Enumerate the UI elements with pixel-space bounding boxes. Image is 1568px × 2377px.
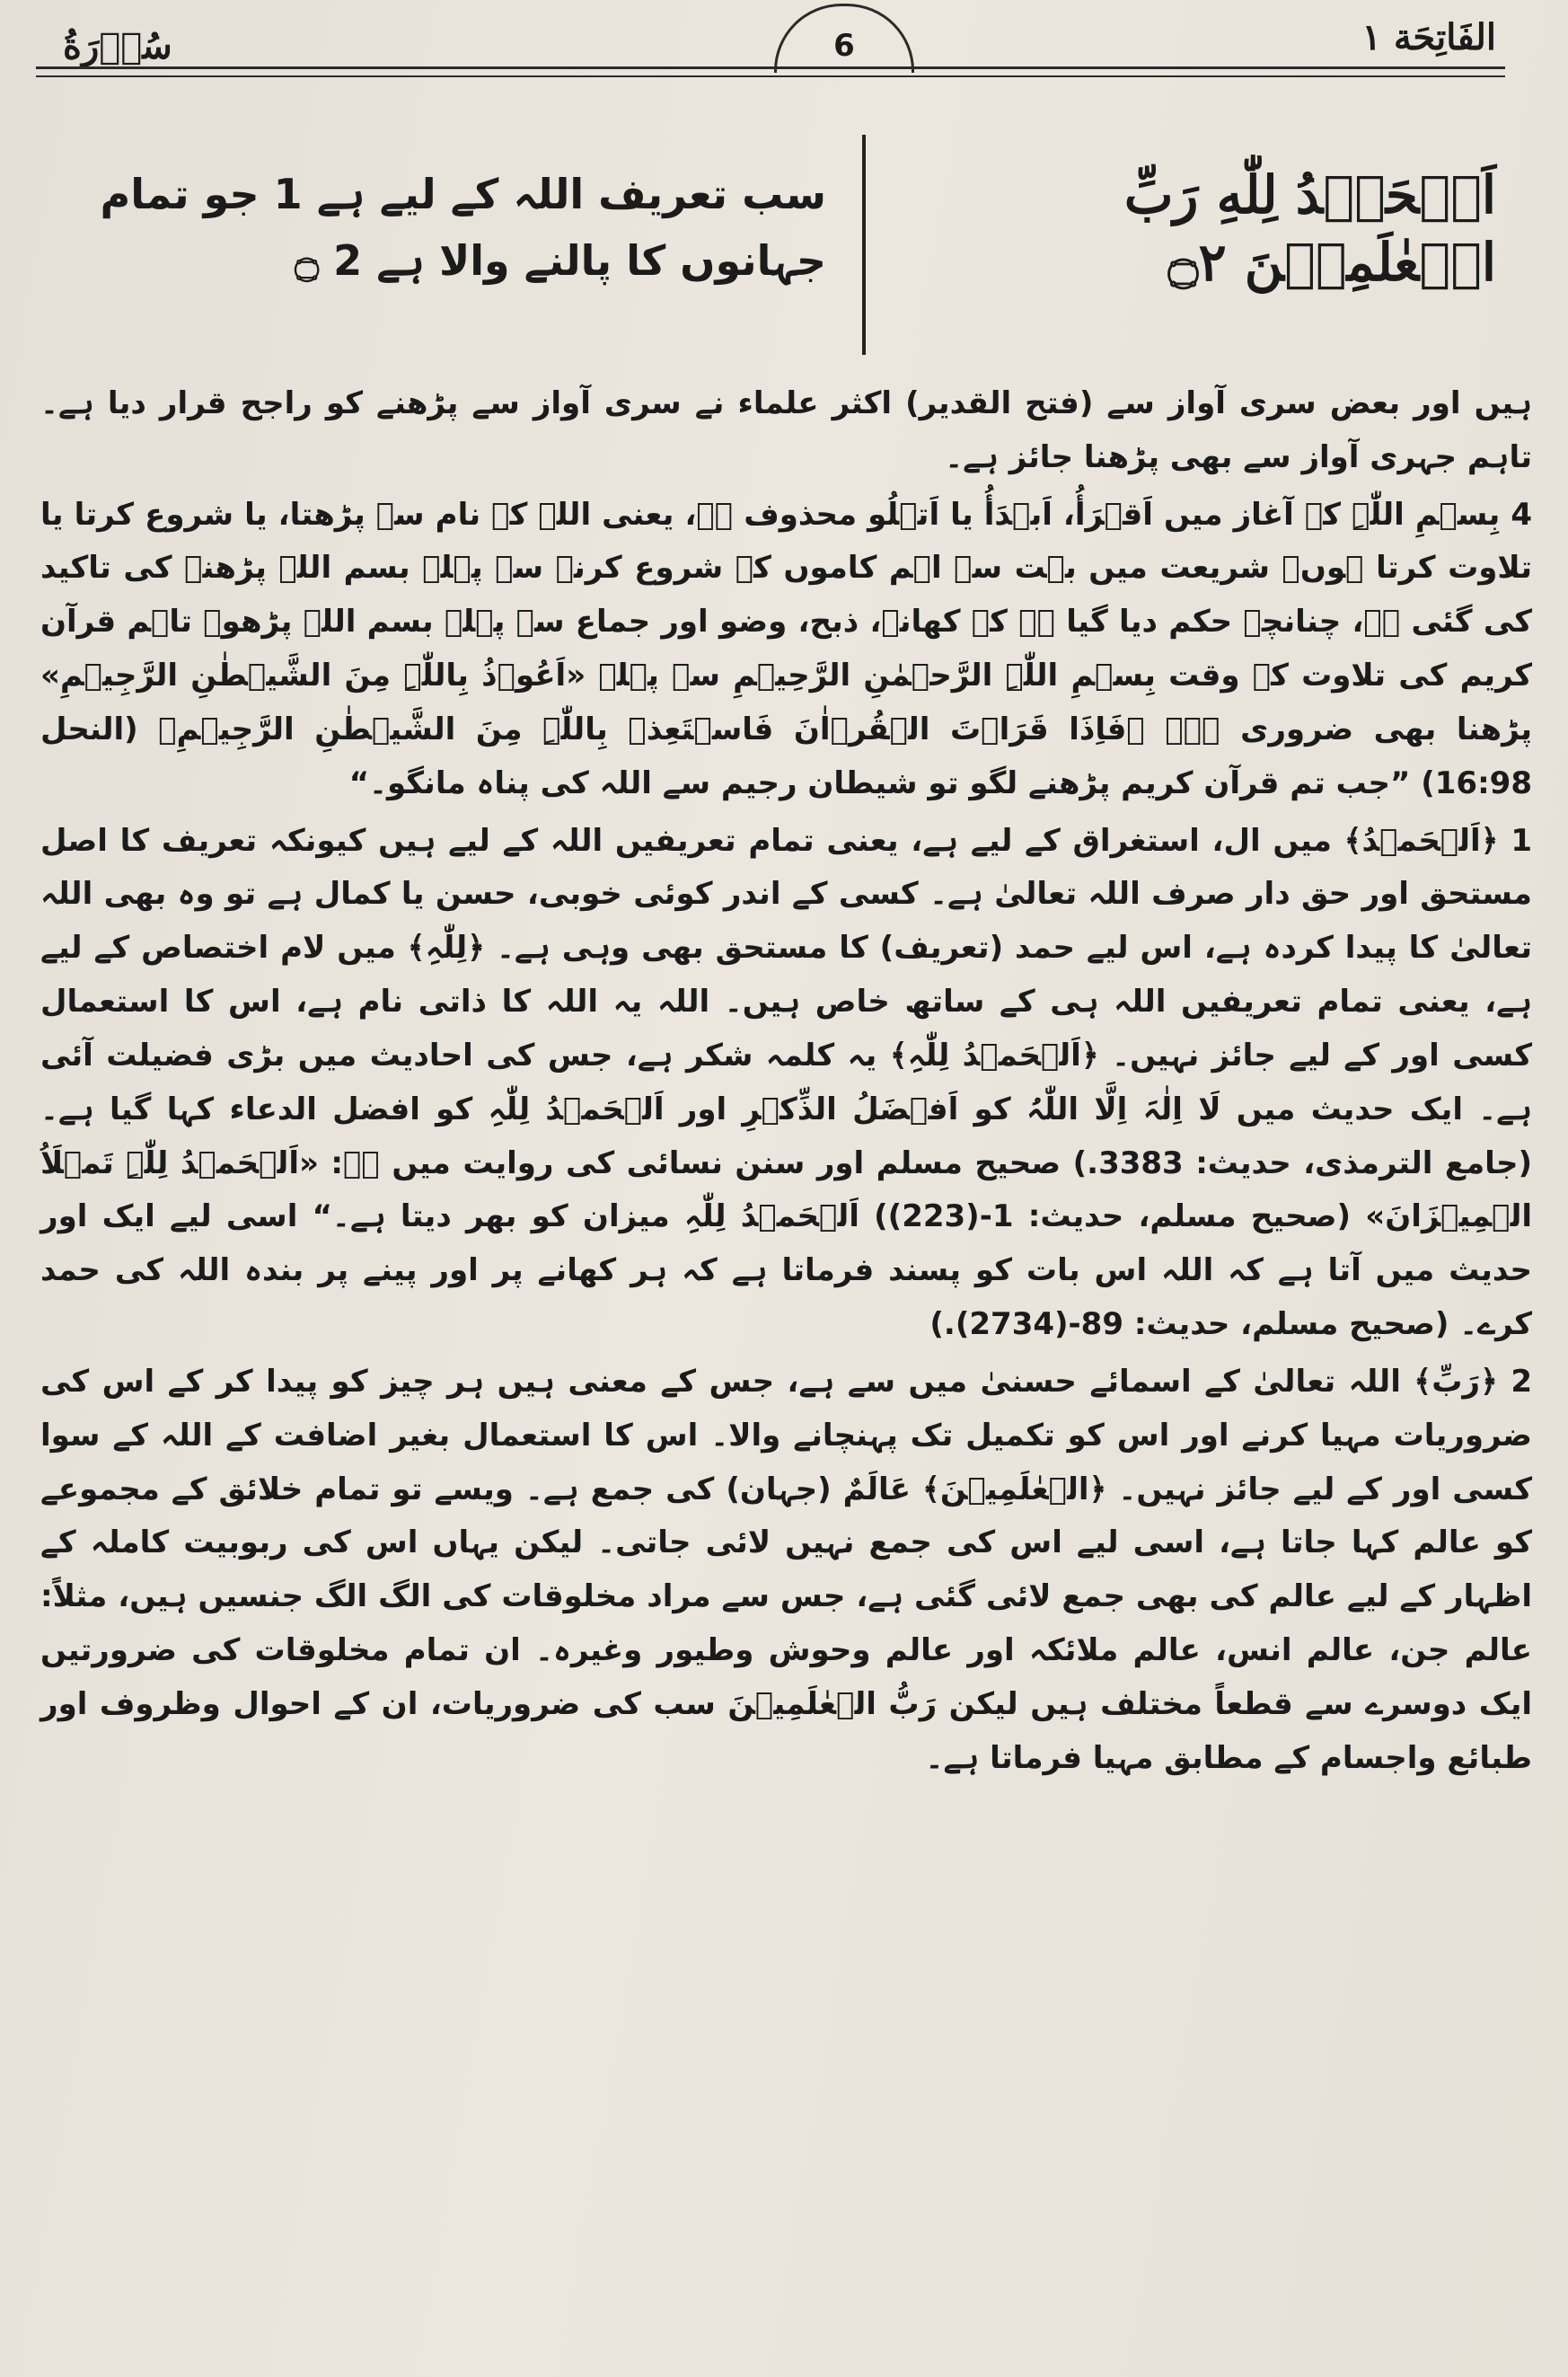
page-number-tab [774, 4, 914, 73]
note-paragraph: ہیں اور بعض سری آواز سے (فتح القدیر) اکثر علماء نے سری آواز سے پڑھنے کو راجح قرار دیا ہے۔ تاہم جہری آواز سے بھی پڑھنا جائز ہے۔ [40, 385, 1532, 475]
arabic-verse: اَلۡحَمۡدُ لِلّٰهِ رَبِّ الۡعٰلَمِيۡنَ ۝٢ [1123, 164, 1496, 294]
note-paragraph: 2 ﴿رَبِّ﴾ اللہ تعالیٰ کے اسمائے حسنیٰ میں سے ہے، جس کے معنی ہیں ہر چیز کو پیدا کر کے اس کی ضروریات مہیا کرنے اور اس کو تکمیل تک پہنچانے والا۔ اس کا استعمال بغیر اضافت کے اللہ کے سوا کسی اور کے لیے جائز نہیں۔ ﴿الۡعٰلَمِیۡنَ﴾ عَالَمٌ (جہان) کی جمع ہے۔ ویسے تو تمام خلائق کے مجموعے کو عالم کہا جاتا ہے، اسی لیے اس کی جمع نہیں لائی جاتی۔ لیکن یہاں اس کی ربوبیت کاملہ کے اظہار کے لیے عالم کی بھی جمع لائی گئی ہے، جس سے مراد مخلوقات کی الگ الگ جنسیں ہیں، مثلاً: عالم جن، عالم انس، عالم ملائکہ اور عالم وحوش وطیور وغیرہ۔ ان تمام مخلوقات کی ضرورتیں ایک دوسرے سے قطعاً مختلف ہیں لیکن رَبُّ الۡعٰلَمِیۡنَ سب کی ضروریات، ان کے احوال وظروف اور طبائع واجسام کے مطابق مہیا فرماتا ہے۔ [40, 1363, 1532, 1776]
urdu-translation: سب تعریف اللہ کے لیے ہے 1 جو تمام جہانوں کا پالنے والا ہے 2 ۝ [100, 170, 826, 285]
page-number: 6 [833, 28, 855, 64]
note-paragraph: 1 ﴿اَلۡحَمۡدُ﴾ میں ال، استغراق کے لیے ہے، یعنی تمام تعریفیں اللہ کے لیے ہیں کیونکہ تعریف کا اصل مستحق اور حق دار صرف اللہ تعالیٰ ہے۔ کسی کے اندر کوئی خوبی، حسن یا کمال ہے تو وہ بھی اللہ تعالیٰ کا پیدا کردہ ہے، اس لیے حمد (تعریف) کا مستحق بھی وہی ہے۔ ﴿لِلّٰہِ﴾ میں لام اختصاص کے لیے ہے، یعنی تمام تعریفیں اللہ ہی کے ساتھ خاص ہیں۔ اللہ یہ اللہ کا ذاتی نام ہے، اس کا استعمال کسی اور کے لیے جائز نہیں۔ ﴿اَلۡحَمۡدُ لِلّٰہِ﴾ یہ کلمہ شکر ہے، جس کی احادیث میں بڑی فضیلت آئی ہے۔ ایک حدیث میں لَا اِلٰہَ اِلَّا اللّٰہُ کو اَفۡضَلُ الذِّکۡرِ اور اَلۡحَمۡدُ لِلّٰہِ کو افضل الدعاء کہا گیا ہے۔ (جامع الترمذی، حدیث: 3383.) صحیح مسلم اور سنن نسائی کی روایت میں ہے: «اَلۡحَمۡدُ لِلّٰہِ تَمۡلَاُ الۡمِیۡزَانَ» (صحیح مسلم، حدیث: 1-(223)) اَلۡحَمۡدُ لِلّٰہِ میزان کو بھر دیتا ہے۔“ اسی لیے ایک اور حدیث میں آتا ہے کہ اللہ اس بات کو پسند فرماتا ہے کہ ہر کھانے پر اور پینے پر بندہ اللہ کی حمد کرے۔ (صحیح مسلم، حدیث: 89-(2734).) [40, 822, 1532, 1343]
column-divider [862, 135, 866, 355]
verse-section [54, 135, 1514, 359]
surah-name: الفَاتِحَة ۱ [1361, 16, 1496, 58]
surah-label: سُوۡرَةُ [63, 25, 172, 67]
note-paragraph: 4 بِسۡمِ اللّٰہِ کے آغاز میں اَقۡرَأُ، اَبۡدَأُ یا اَتۡلُو محذوف ہے، یعنی اللہ کے نام سے پڑھتا، یا شروع کرتا یا تلاوت کرتا ہوں۔ شریعت میں بہت سے اہم کاموں کے شروع کرنے سے پہلے بسم اللہ پڑھنے کی تاکید کی گئی ہے، چنانچہ حکم دیا گیا ہے کہ کھانے، ذبح، وضو اور جماع سے پہلے بسم اللہ پڑھو۔ تاہم قرآن کریم کی تلاوت کے وقت بِسۡمِ اللّٰہِ الرَّحۡمٰنِ الرَّحِیۡمِ سے پہلے «اَعُوۡذُ بِاللّٰہِ مِنَ الشَّیۡطٰنِ الرَّجِیۡمِ» پڑھنا بھی ضروری ہے۔ ﴿فَاِذَا قَرَاۡتَ الۡقُرۡاٰنَ فَاسۡتَعِذۡ بِاللّٰہِ مِنَ الشَّیۡطٰنِ الرَّجِیۡمِ﴾ (النحل 16:98) ”جب تم قرآن کریم پڑھنے لگو تو شیطان رجیم سے اللہ کی پناہ مانگو۔“ [40, 496, 1532, 801]
header-rule-top [36, 66, 1505, 69]
header-rule-bottom [36, 75, 1505, 77]
commentary-notes [40, 377, 1532, 1789]
